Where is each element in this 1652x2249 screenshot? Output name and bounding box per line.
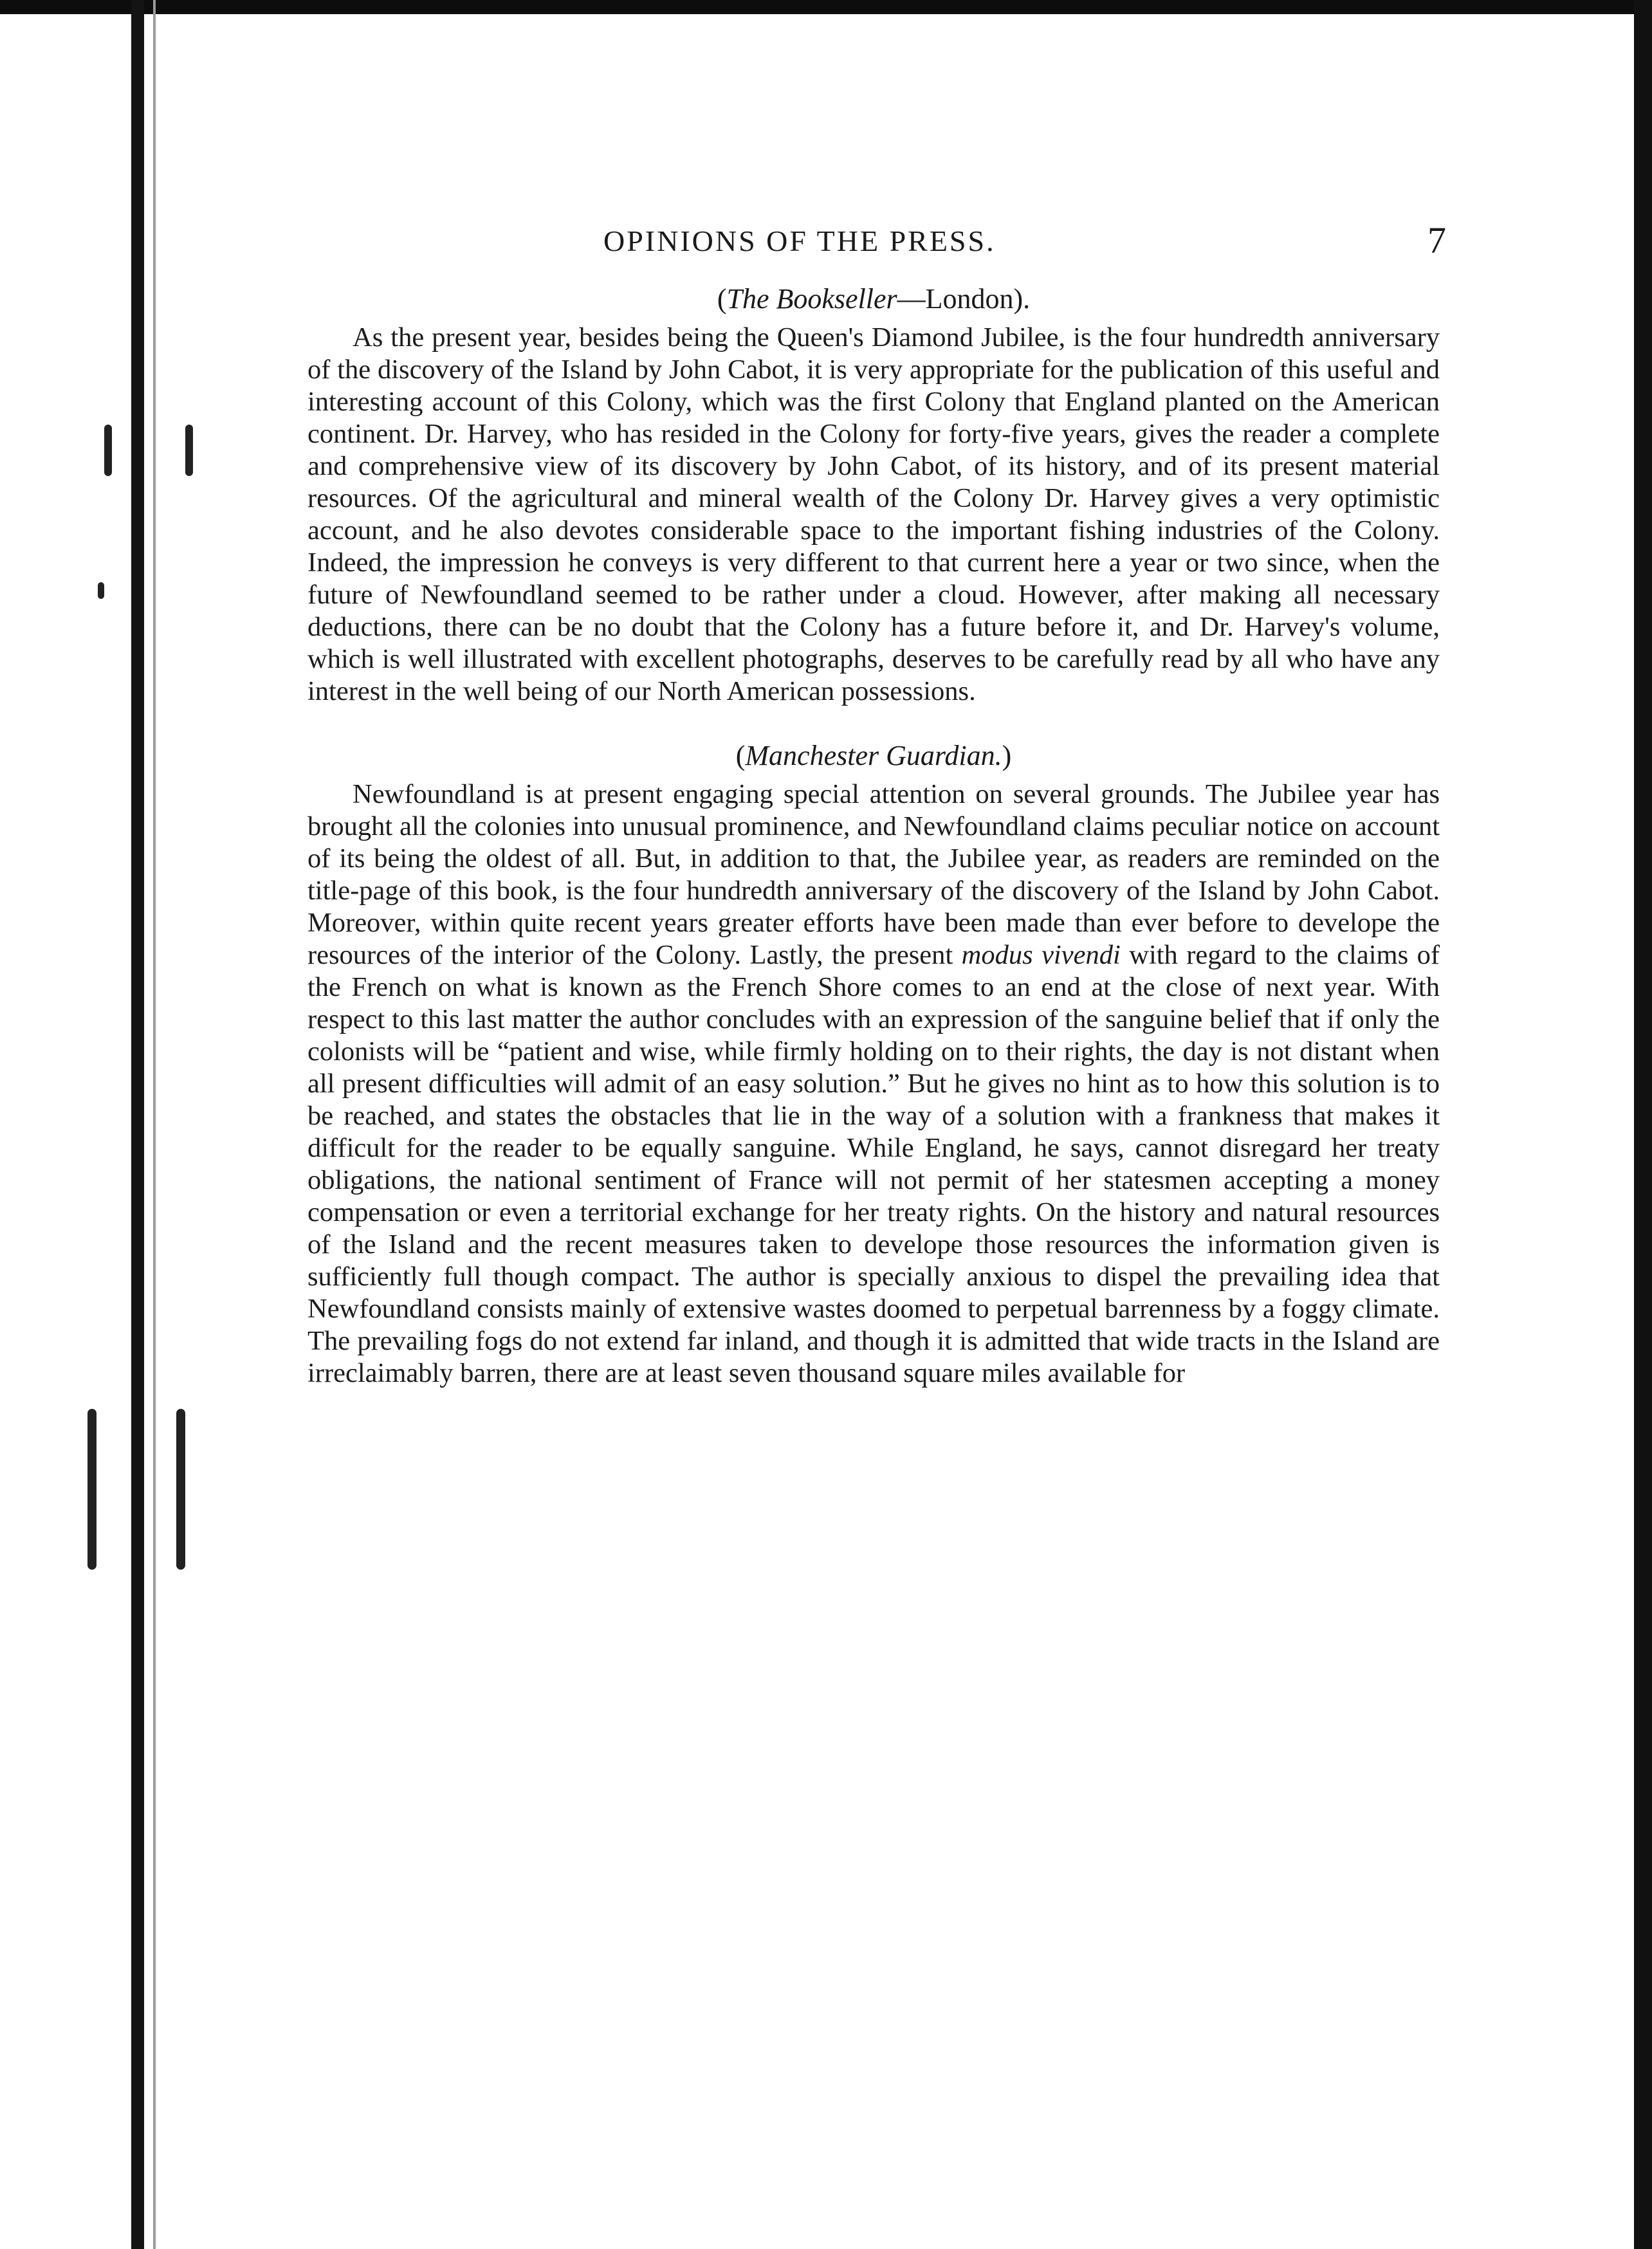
ink-mark	[185, 425, 193, 476]
heading-paren-open: (	[735, 740, 746, 771]
ink-mark	[87, 1409, 96, 1570]
running-title: OPINIONS OF THE PRESS.	[603, 225, 996, 257]
scan-edge-right	[1634, 0, 1652, 2249]
review-paragraph-manchester	[307, 778, 1440, 1390]
page-number: 7	[1427, 219, 1446, 261]
page	[307, 219, 1446, 1390]
source-name: Manchester Guardian.	[745, 740, 1002, 771]
section-heading-bookseller	[307, 277, 1440, 322]
paragraph-text: Newfoundland is at present engaging special attention on several grounds. The Jubilee year has brought all the colonies into unusual prominence, and Newfoundland claims peculiar notice on account of its being the oldest of all. But, in addition to that, the Jubilee year, as readers are reminded on the title-page of this book, is the four hundredth anniversary of the discovery of the Island by John Cabot. Moreover, within quite recent years greater efforts have been made than ever before to develope the resources of the interior of the Colony. Lastly, the present	[307, 779, 1440, 970]
ink-mark	[104, 425, 112, 476]
source-name: The Bookseller	[726, 283, 897, 315]
heading-paren-open: (	[717, 283, 727, 315]
paragraph-text: with regard to the claims of the French on what is known as the French Shore comes to an end at the close of next year. With respect to this last matter the author concludes with an expression of the sanguine belief that if only the colonists will be “patient and wise, while firmly holding on to their rights, the day is not distant when all present difficulties will admit of an easy solution.” But he gives no hint as to how this solution is to be reached, and states the obstacles that lie in the way of a solution with a frankness that makes it difficult for the reader to be equally sanguine. While England, he says, cannot disregard her treaty obligations, the national sentiment of France will not permit of her statesmen accepting a money compensation or even a territorial exchange for her treaty rights. On the history and natural resources of the Island and the recent measures taken to develope those resources the information given is sufficiently full though compact. The author is specially anxious to dispel the prevailing idea that Newfoundland consists mainly of extensive wastes doomed to perpetual barrenness by a foggy climate. The prevailing fogs do not extend far inland, and though it is admitted that wide tracts in the Island are irreclaimably barren, there are at least seven thousand square miles available for	[307, 940, 1440, 1388]
binding-edge	[131, 0, 144, 2249]
section-heading-manchester	[307, 733, 1440, 778]
scan-edge-top	[0, 0, 1652, 14]
paragraph-italic-phrase: modus vivendi	[961, 940, 1121, 970]
review-paragraph-bookseller: As the present year, besides being the Queen's Diamond Jubilee, is the four hundredth anniversary of the discovery of the Island by John Cabot, it is very appropriate for the publication of this useful and interesting account of this Colony, which was the first Colony that England planted on the American continent. Dr. Harvey, who has resided in the Colony for forty-five years, gives the reader a complete and comprehensive view of its discovery by John Cabot, of its history, and of its present material resources. Of the agricultural and mineral wealth of the Colony Dr. Harvey gives a very optimistic account, and he also devotes considerable space to the important fishing industries of the Colony. Indeed, the impression he conveys is very different to that current here a year or two since, when the future of Newfoundland seemed to be rather under a cloud. However, after making all necessary deductions, there can be no doubt that the Colony has a future before it, and Dr. Harvey's volume, which is well illustrated with excellent photographs, deserves to be carefully read by all who have any interest in the well being of our North American possessions.	[307, 322, 1440, 706]
source-rest: )	[1002, 740, 1012, 771]
binding-edge-shadow	[153, 0, 156, 2249]
source-rest: —London).	[897, 283, 1031, 315]
section-gap	[307, 708, 1440, 733]
running-head	[307, 219, 1446, 277]
ink-mark	[176, 1409, 185, 1570]
ink-mark	[98, 582, 104, 599]
